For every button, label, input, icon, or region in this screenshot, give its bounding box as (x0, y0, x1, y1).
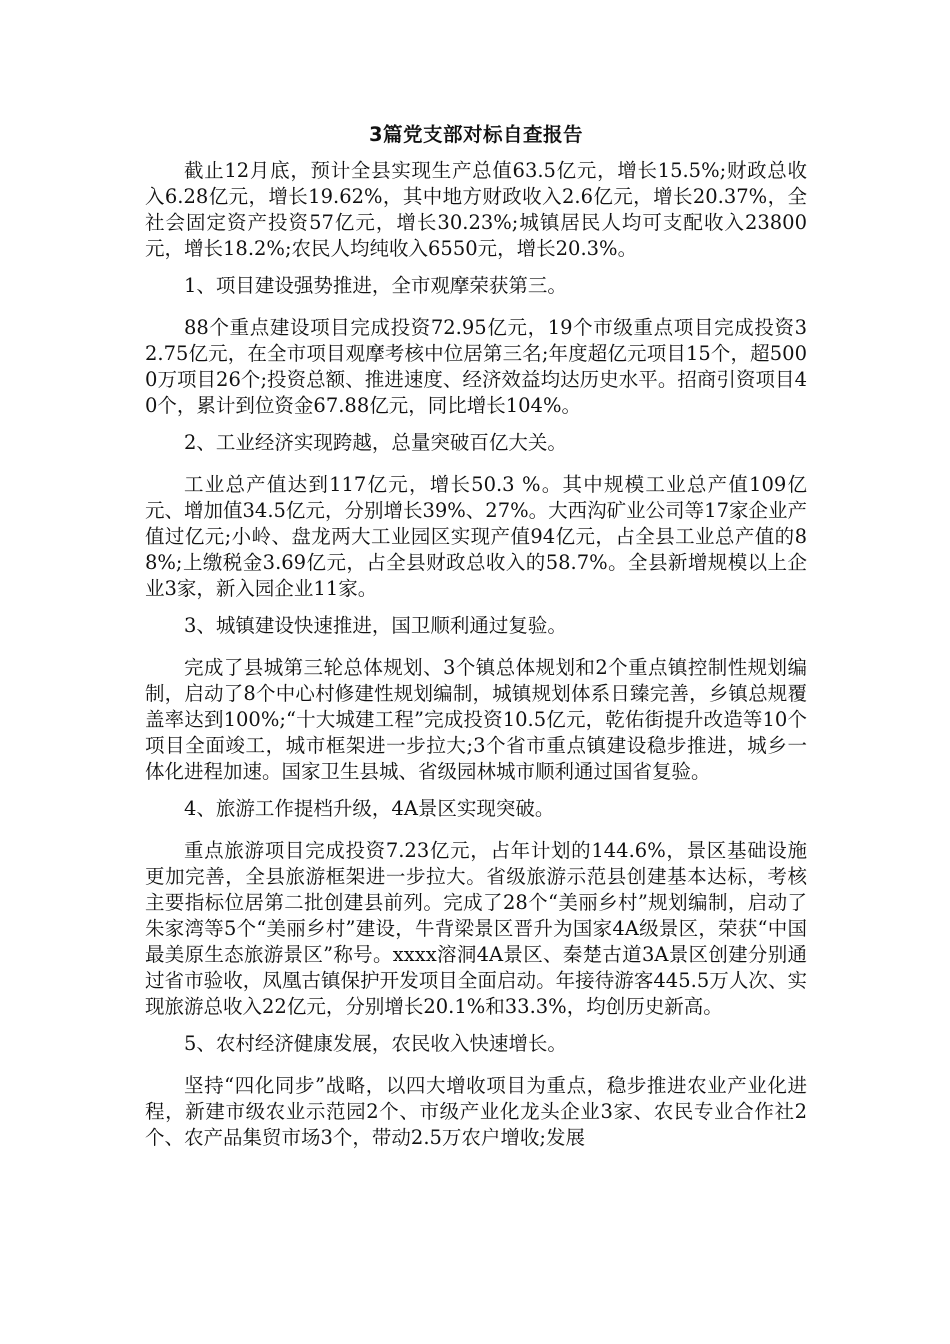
section-heading-3: 3、城镇建设快速推进，国卫顺利通过复验。 (184, 614, 567, 637)
section-heading-2: 2、工业经济实现跨越，总量突破百亿大关。 (184, 431, 567, 454)
document-title: 3篇党支部对标自查报告 (368, 123, 584, 146)
section-heading-5: 5、农村经济健康发展，农民收入快速增长。 (184, 1032, 567, 1055)
paragraph-urban: 完成了县城第三轮总体规划、3个镇总体规划和2个重点镇控制性规划编制，启动了8个中心村修建性规划编制，城镇规划体系日臻完善，乡镇总规覆盖率达到100%;“十大城建工程”完成投资10.5亿元，乾佑街提升改造等10个项目全面竣工，城市框架进一步拉大;3个省市重点镇建设稳步推进，城乡一体化进程加速。国家卫生县城、省级园林城市顺利通过国省复验。 (145, 656, 807, 783)
document-page (145, 118, 807, 1151)
paragraph-summary: 截止12月底，预计全县实现生产总值63.5亿元，增长15.5%;财政总收入6.28亿元，增长19.62%，其中地方财政收入2.6亿元，增长20.37%，全社会固定资产投资57亿元，增长30.23%;城镇居民人均可支配收入23800元，增长18.2%;农民人均纯收入6550元，增长20.3%。 (145, 159, 807, 260)
paragraph-industry: 工业总产值达到117亿元，增长50.3 %。其中规模工业总产值109亿元、增加值34.5亿元，分别增长39%、27%。大西沟矿业公司等17家企业产值过亿元;小岭、盘龙两大工业园区实现产值94亿元，占全县工业总产值的88%;上缴税金3.69亿元，占全县财政总收入的58.7%。全县新增规模以上企业3家，新入园企业11家。 (145, 473, 807, 600)
paragraph-projects: 88个重点建设项目完成投资72.95亿元，19个市级重点项目完成投资32.75亿元，在全市项目观摩考核中位居第三名;年度超亿元项目15个，超5000万项目26个;投资总额、推进速度、经济效益均达历史水平。招商引资项目40个，累计到位资金67.88亿元，同比增长104%。 (145, 316, 807, 417)
section-heading-1: 1、项目建设强势推进，全市观摩荣获第三。 (184, 274, 567, 297)
paragraph-rural: 坚持“四化同步”战略，以四大增收项目为重点，稳步推进农业产业化进程，新建市级农业示范园2个、市级产业化龙头企业3家、农民专业合作社2个、农产品集贸市场3个，带动2.5万农户增收;发展 (145, 1074, 807, 1149)
paragraph-tourism: 重点旅游项目完成投资7.23亿元，占年计划的144.6%，景区基础设施更加完善，全县旅游框架进一步拉大。省级旅游示范县创建基本达标，考核主要指标位居第二批创建县前列。完成了28个“美丽乡村”规划编制，启动了朱家湾等5个“美丽乡村”建设，牛背梁景区晋升为国家4A级景区，荣获“中国最美原生态旅游景区”称号。xxxx溶洞4A景区、秦楚古道3A景区创建分别通过省市验收，凤凰古镇保护开发项目全面启动。年接待游客445.5万人次、实现旅游总收入22亿元，分别增长20.1%和33.3%，均创历史新高。 (145, 839, 807, 1018)
section-heading-4: 4、旅游工作提档升级，4A景区实现突破。 (184, 797, 555, 820)
